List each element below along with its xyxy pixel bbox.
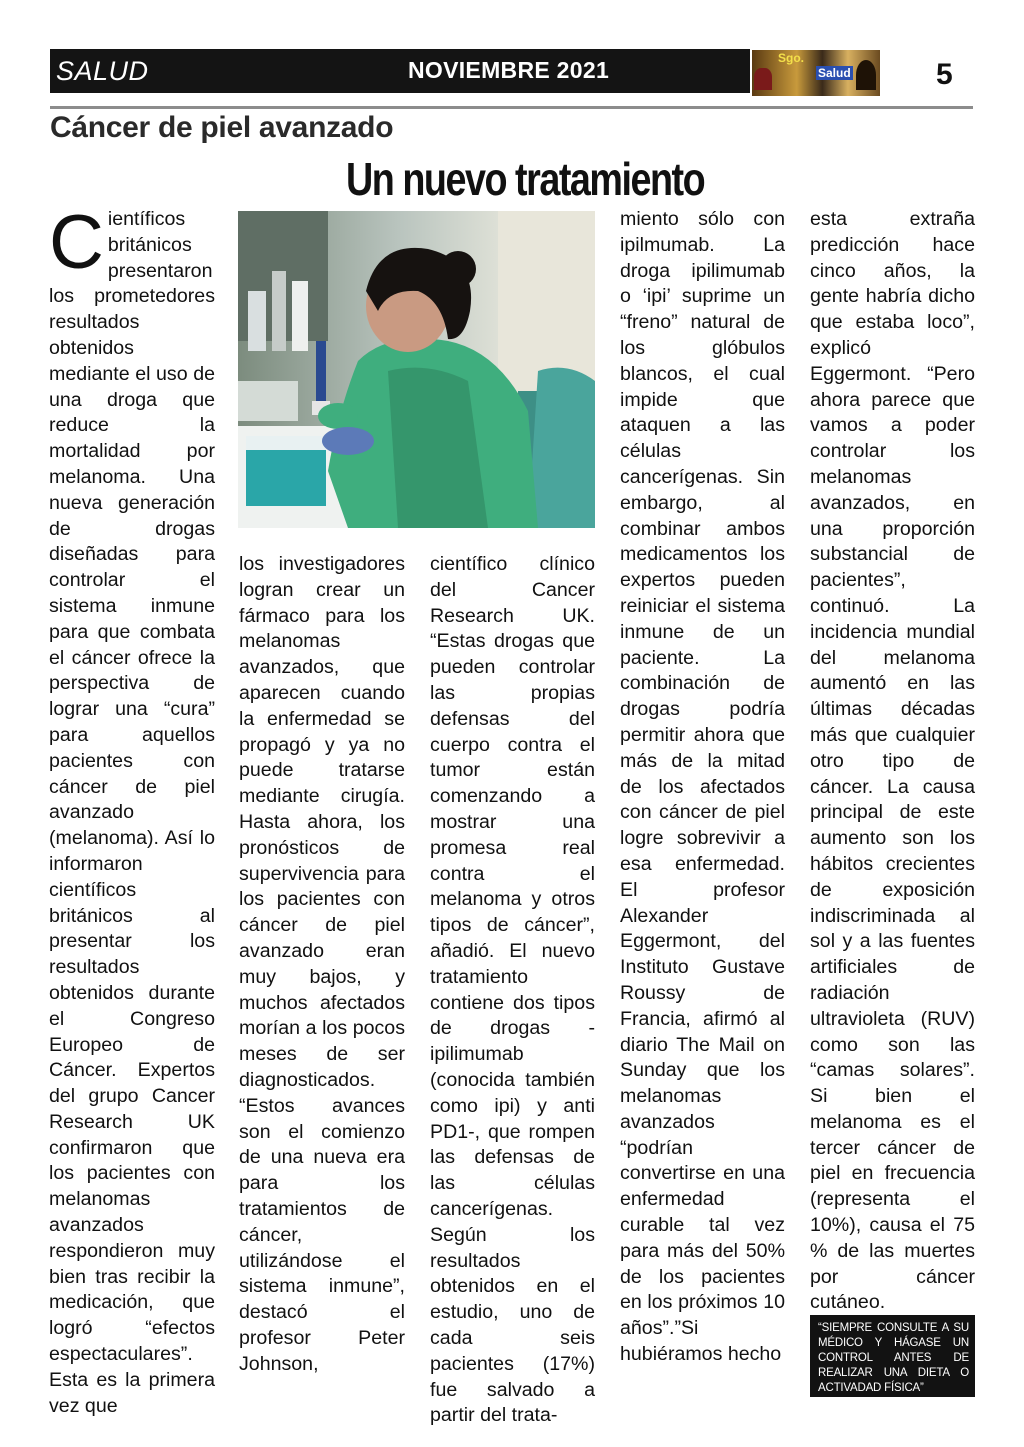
page-number: 5 [936,58,953,91]
article-column-5 [810,207,975,1316]
logo-figure-left [754,68,772,90]
article-kicker: Cáncer de piel avanzado [50,111,394,144]
column-2-text: los investigadores logran crear un fármaco para los melanomas avanzados, que aparecen cuando la enfermedad se propagó y ya no puede tratarse mediante cirugía. Hasta ahora, los pronósticos de supervivencia para los pacientes con cáncer de piel avanzado eran muy bajos, y muchos afectados morían a los pocos meses de ser diagnosticados. “Estos avances son el comienzo de una nueva era para los tratamientos de cáncer, utilizándose el sistema inmune”, destacó el profesor Peter Johnson, [239,553,405,1375]
logo-text-salud: Salud [818,66,851,80]
article-column-2 [239,552,405,1378]
drop-cap: C [49,200,104,285]
header-bar [50,49,750,93]
health-advice-box: “SIEMPRE CONSULTE A SU MÉDICO Y HÁGASE UN CONTROL ANTES DE REALIZAR UNA DIETA O ACTIVADAD FÍSICA” [810,1315,975,1397]
column-3-text: científico clínico del Cancer Research UK. “Estas drogas que pueden controlar las propias defensas del cuerpo contra el tumor están comenzando a mostrar una promesa real contra el melanoma y otros tipos de cáncer”, añadió. El nuevo tratamiento contiene dos tipos de drogas -ipilimumab (conocida también como ipi) y anti PD1-, que rompen las defensas de las células cancerígenas. Según los resultados obtenidos en el estudio, uno de cada seis pacientes (17%) fue salvado a partir del trata- [430,553,595,1427]
article-column-3 [430,552,595,1429]
article-column-1 [49,200,215,1419]
lab-researcher-photo [238,211,595,528]
logo-figure-right [856,60,876,90]
issue-date: NOVIEMBRE 2021 [408,57,610,83]
header-divider [50,106,973,109]
publication-logo [752,50,880,96]
article-paragraph [49,200,215,1419]
article-headline: Un nuevo tratamiento [346,153,705,205]
section-label: SALUD [56,56,149,86]
column-4-text: miento sólo con ipilmumab. La droga ipilimumab o ‘ipi’ suprime un “freno” natural de los glóbulos blancos, el cual impide que ataquen a las células cancerígenas. Sin embargo, al combinar ambos medicamentos los expertos pueden reiniciar el sistema inmune de un paciente. La combinación de drogas podría permitir ahora que más de la mitad de los afectados con cáncer de piel logre sobrevivir a esa enfermedad. El profesor Alexander Eggermont, del Instituto Gustave Roussy de Francia, afirmó al diario The Mail on Sunday que los melanomas avanzados “podrían convertirse en una enfermedad curable tal vez para más del 50% de los pacientes en los próximos 10 años”.”Si hubiéramos hecho [620,208,785,1366]
logo-text-sgo: Sgo. [778,51,804,65]
article-column-4 [620,207,785,1368]
column-1-text: ientíficos británicos presentaron los prometedores resultados obtenidos mediante el uso de una droga que reduce la mortalidad por melanoma. Una nueva generación de drogas diseñadas para controlar el sistema inmune para que combata el cáncer ofrece la perspectiva de lograr una “cura” para aquellos pacientes con cáncer de piel avanzado (melanoma). Así lo informaron científicos británicos al presentar los resultados obtenidos durante el Congreso Europeo de Cáncer. Expertos del grupo Cancer Research UK confirmaron que los pacientes con melanomas avanzados respondieron muy bien tras recibir la medicación, que logró “efectos espectaculares”. Esta es la primera vez que [49,208,215,1417]
column-5-text: esta extraña predicción hace cinco años, la gente habría dicho que estaba loco”, explicó Eggermont. “Pero ahora parece que vamos a poder controlar los melanomas avanzados, en una proporción substancial de pacientes”, continuó. La incidencia mundial del melanoma aumentó en las últimas décadas más que cualquier otro tipo de cáncer. La causa principal de este aumento son los hábitos crecientes de exposición indiscriminada al sol y a las fuentes artificiales de radiación ultravioleta (RUV) como son las “camas solares”. Si bien el melanoma es el tercer cáncer de piel en frecuencia (representa el 10%), causa el 75 % de las muertes por cáncer cutáneo. [810,208,975,1314]
lab-researcher-illustration [238,211,595,528]
